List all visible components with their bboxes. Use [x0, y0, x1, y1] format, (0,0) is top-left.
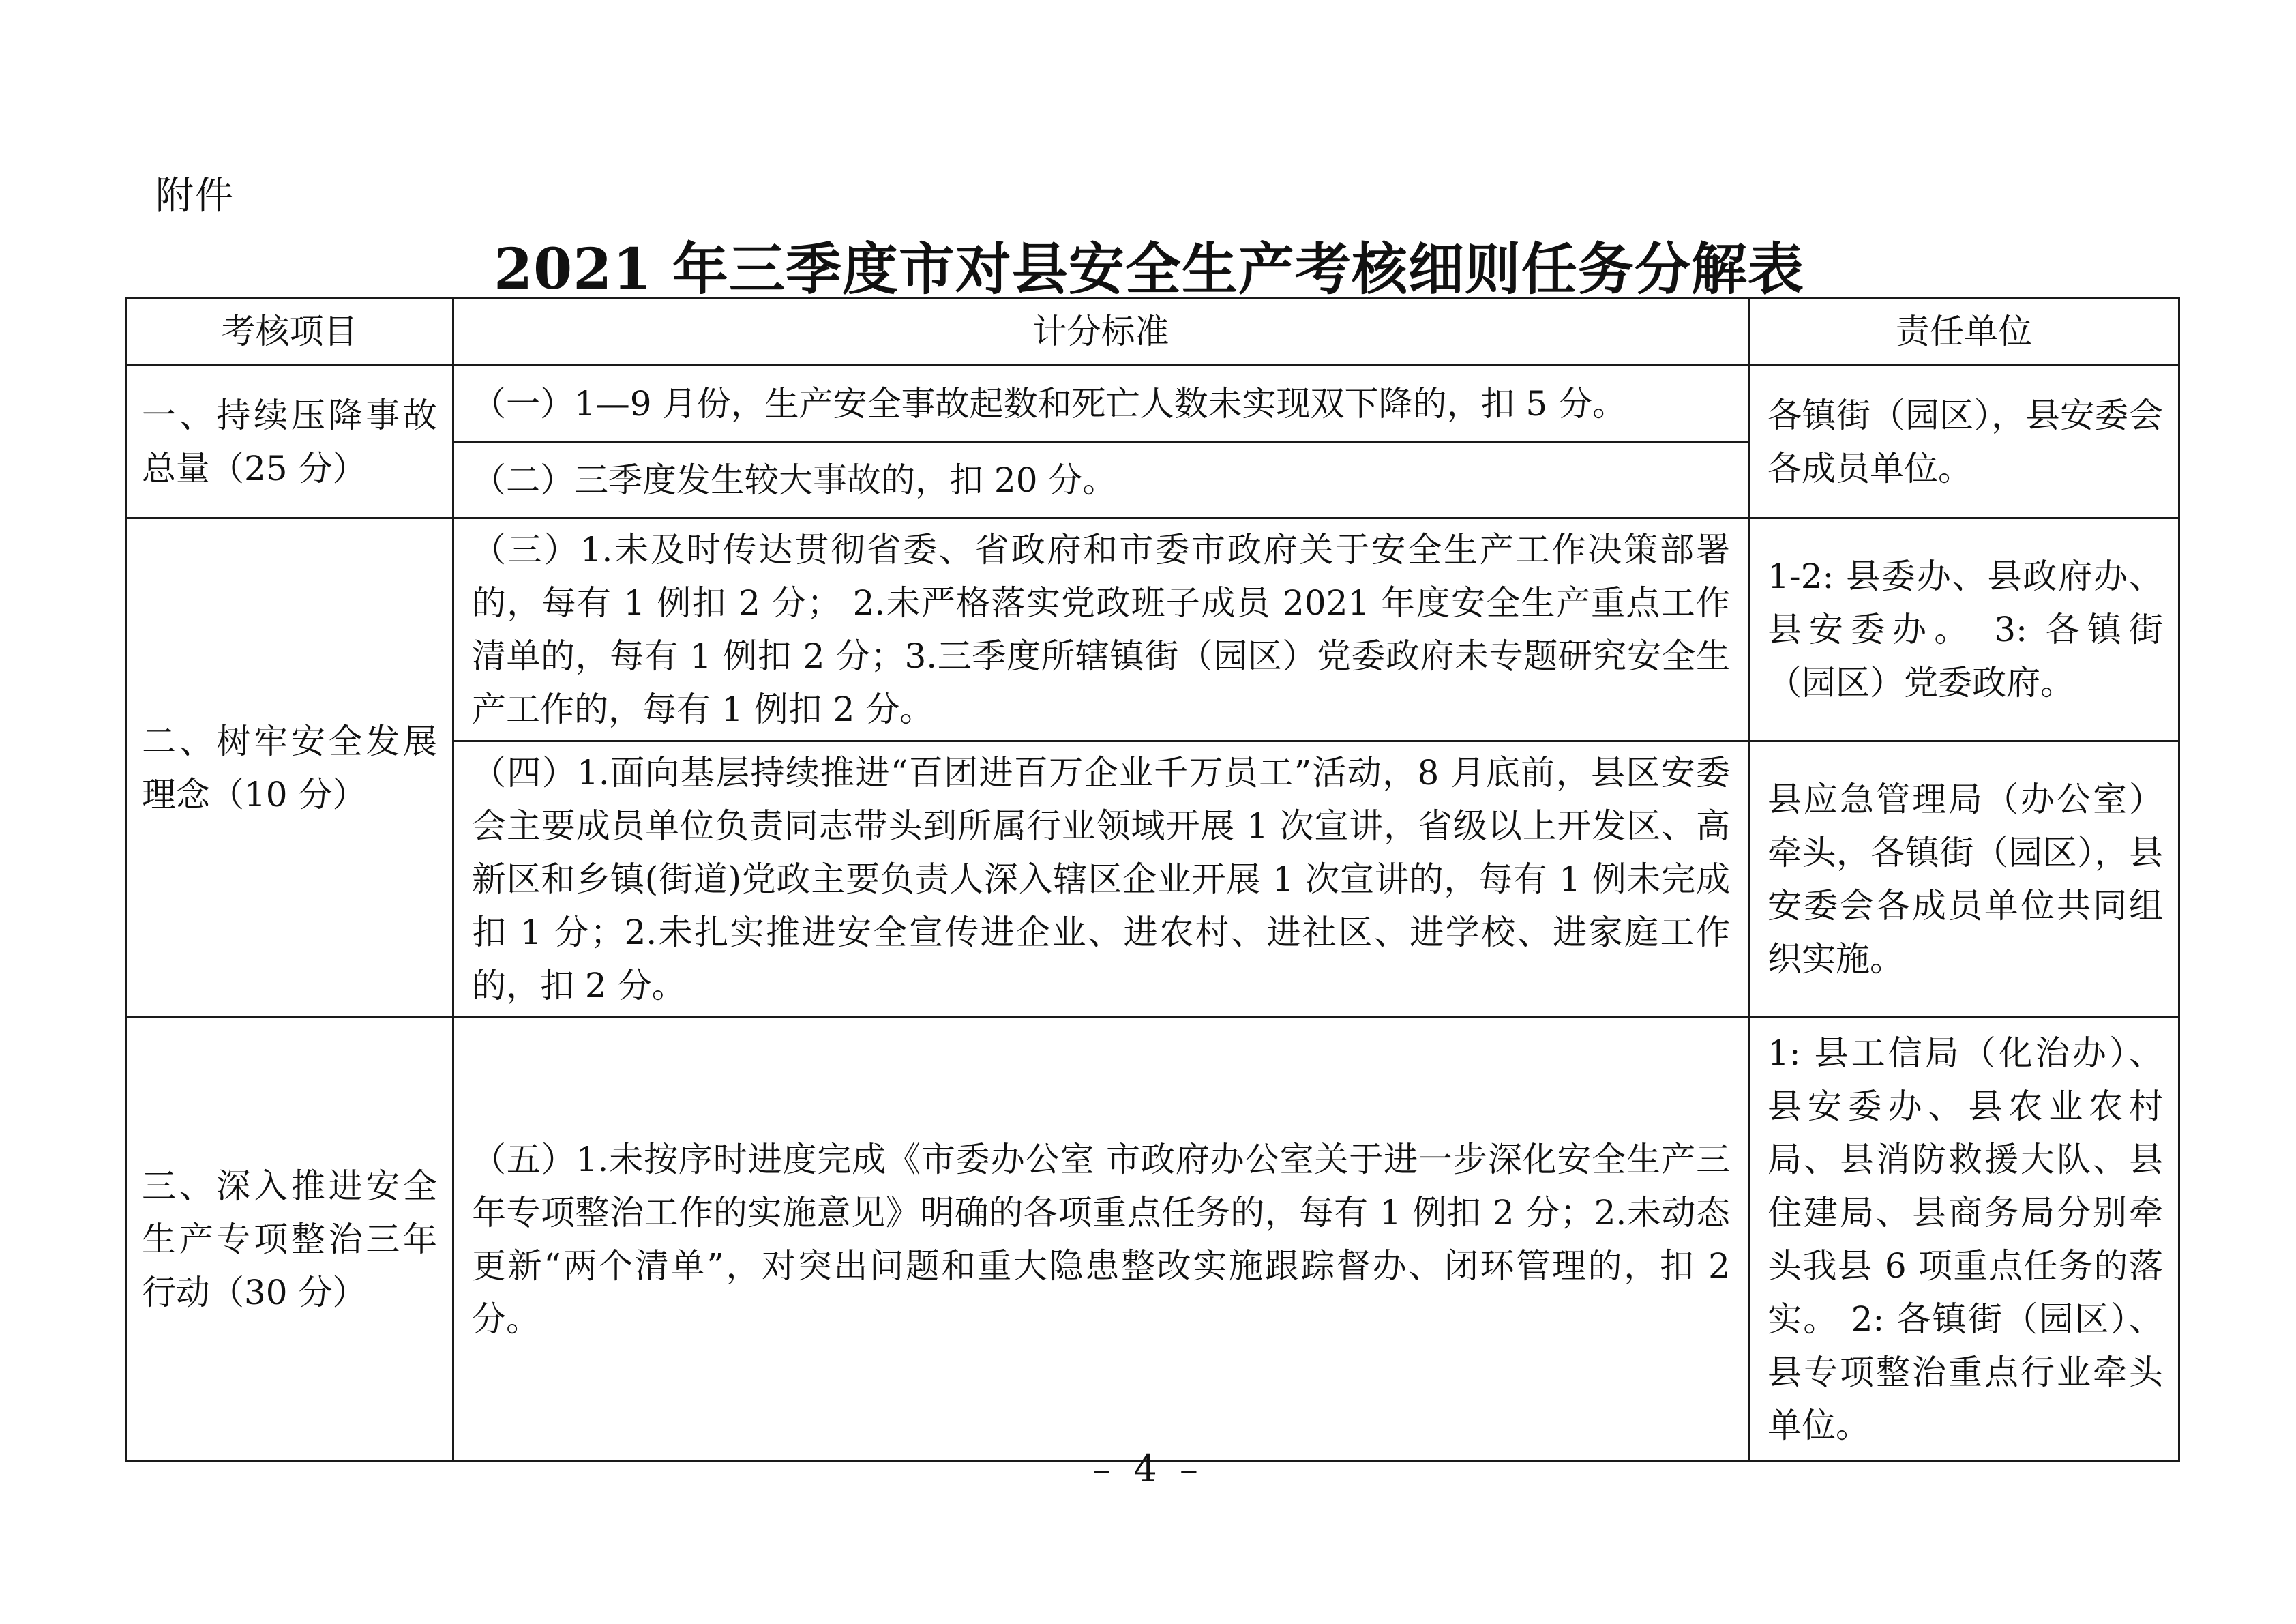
section-3-unit: 1: 县工信局（化治办）、县安委办、县农业农村局、县消防救援大队、县住建局、县商务局分别牵头我县 6 项重点任务的落实。 2: 各镇街（园区）、县专项整治重点行业牵头单位。	[1749, 1018, 2179, 1461]
table-row	[126, 1018, 2179, 1461]
table-row	[126, 518, 2179, 741]
section-3-project: 三、深入推进安全生产专项整治三年行动（30 分）	[126, 1018, 453, 1461]
header-standard: 计分标准	[453, 298, 1749, 366]
task-breakdown-table	[125, 297, 2180, 1462]
page-number: – 4 –	[1092, 1447, 1204, 1490]
section-2-unit-2: 县应急管理局（办公室）牵头，各镇街（园区），县安委会各成员单位共同组织实施。	[1749, 741, 2179, 1018]
section-1-standard-2: （二）三季度发生较大事故的，扣 20 分。	[453, 442, 1749, 518]
header-project: 考核项目	[126, 298, 453, 366]
section-3-standard-1: （五）1.未按序时进度完成《市委办公室 市政府办公室关于进一步深化安全生产三年专项整治工作的实施意见》明确的各项重点任务的，每有 1 例扣 2 分；2.未动态更新“两个清单”，对突出问题和重大隐患整改实施跟踪督办、闭环管理的，扣 2 分。	[453, 1018, 1749, 1461]
document-title: 2021 年三季度市对县安全生产考核细则任务分解表	[494, 237, 1804, 302]
table-row	[126, 366, 2179, 442]
table-header-row	[126, 298, 2179, 366]
section-1-unit: 各镇街（园区），县安委会各成员单位。	[1749, 366, 2179, 518]
section-1-project: 一、持续压降事故总量（25 分）	[126, 366, 453, 518]
header-unit: 责任单位	[1749, 298, 2179, 366]
attachment-label: 附件	[155, 174, 235, 218]
section-2-project: 二、树牢安全发展理念（10 分）	[126, 518, 453, 1018]
section-1-standard-1: （一）1—9 月份，生产安全事故起数和死亡人数未实现双下降的，扣 5 分。	[453, 366, 1749, 442]
section-2-standard-1: （三）1.未及时传达贯彻省委、省政府和市委市政府关于安全生产工作决策部署的，每有 1 例扣 2 分； 2.未严格落实党政班子成员 2021 年度安全生产重点工作清单的，每有 1 例扣 2 分；3.三季度所辖镇街（园区）党委政府未专题研究安全生产工作的，每有 1 例扣 2 分。	[453, 518, 1749, 741]
section-2-unit-1: 1-2: 县委办、县政府办、县安委办。 3: 各镇街（园区）党委政府。	[1749, 518, 2179, 741]
section-2-standard-2: （四）1.面向基层持续推进“百团进百万企业千万员工”活动，8 月底前，县区安委会主要成员单位负责同志带头到所属行业领域开展 1 次宣讲，省级以上开发区、高新区和乡镇(街道)党政主要负责人深入辖区企业开展 1 次宣讲的，每有 1 例未完成扣 1 分；2.未扎实推进安全宣传进企业、进农村、进社区、进学校、进家庭工作的，扣 2 分。	[453, 741, 1749, 1018]
